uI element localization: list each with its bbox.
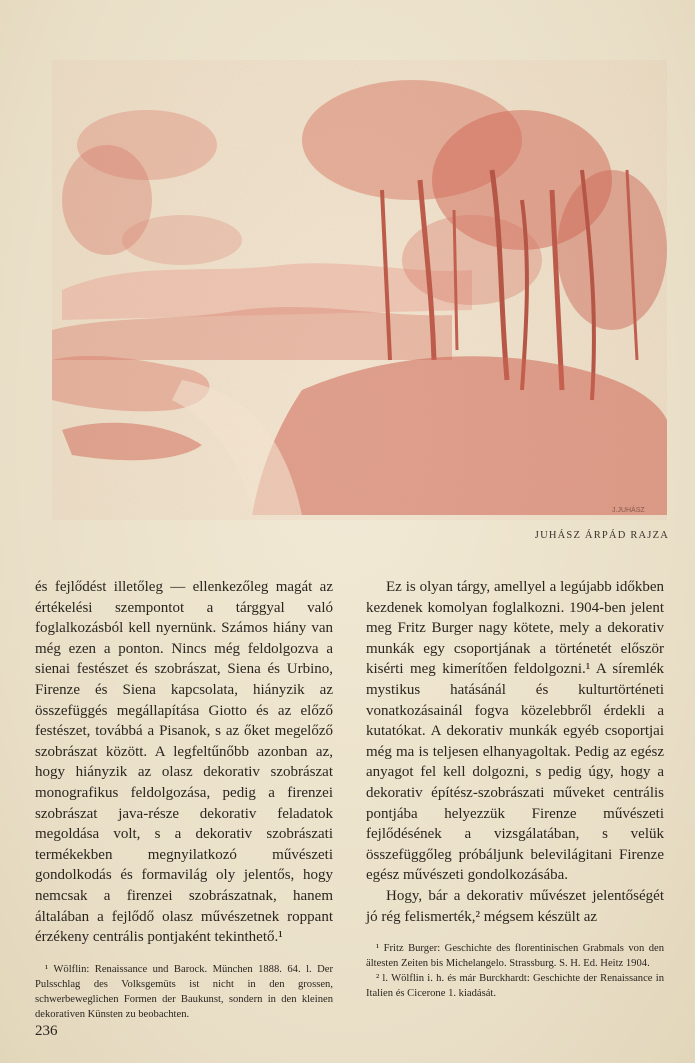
artist-signature: J.JUHÁSZ (612, 507, 645, 514)
left-paragraph: és fejlődést illetőleg — ellenkezőleg magát az értékelési szempontot a tárggyal való foglalkozásból kell nyernünk. Számos hiány van még ezen a ponton. Nincs még feldolgozva a sienai festészet és szobrászat, Siena és Urbino, Firenze és Siena kapcsolata, hiányzik az összefüggés megállapítása Giotto és az előző festészet, továbbá a Pisanok, s az őket megelőző szobrászat között. A legfeltűnőbb azonban az, hogy hiányzik az olasz dekorativ szobrászat monografikus feldolgozása, pedig a firenzei szobrászat java-része dekorativ feladatok megoldása volt, s a dekorativ szobrászati termékekben megnyilatkozó művészeti gondolkodás és formavilág oly jelentős, hogy nemcsak a firenzei szobrászatnak, hanem általában a fejlődő olasz művészetnek roppant érzékeny centrális pontjaként tekinthető.¹ (35, 579, 333, 946)
footnote-burger: ¹ Fritz Burger: Geschichte des florentinischen Grabmals von den ältesten Zeiten bis Michelangelo. Strassburg. S. H. Ed. Heitz 1904. (366, 943, 664, 970)
right-paragraph-2: Hogy, bár a dekorativ művészet jelentőségét jó rég felismerték,² mégsem készült az (366, 887, 664, 925)
left-footnotes (35, 962, 333, 1022)
illustration-caption: JUHÁSZ ÁRPÁD RAJZA (534, 530, 669, 541)
left-column (35, 577, 333, 1022)
footnote-wolflin: ¹ Wölflin: Renaissance und Barock. München 1888. 64. l. Der Pulsschlag des Volksgemüts ist nicht in den grossen, schwerbeweglichen Formen der Baukunst, sondern in den kleinen dekorativen Künsten zu beobachten. (35, 963, 333, 1020)
footnote-burckhardt: ² l. Wölflin i. h. és már Burckhardt: Geschichte der Renaissance in Italien és Cicerone 1. kiadását. (366, 973, 664, 1000)
right-column (366, 577, 664, 1001)
landscape-drawing (52, 60, 667, 520)
page-number: 236 (35, 1023, 58, 1039)
right-footnotes (366, 941, 664, 1001)
right-paragraph-1: Ez is olyan tárgy, amellyel a legújabb időkben kezdenek komolyan foglalkozni. 1904-ben jelent meg Fritz Burger nagy kötete, mely a dekorativ munkák egy csoportjának a történetét először kisérti meg kimerítően feldolgozni.¹ A síremlék mystikus hatásánál és kulturtörténeti vonatkozásainál fogva közelebbről érdekli a kutatókat. A dekorativ munkák egyéb csoportjai még ma is teljesen elhanyagoltak. Pedig az egész anyagot fel kell dolgozni, s pedig úgy, hogy a dekorativ építész-szobrászati műveket centrális pontjába helyezzük Firenze művészeti fejlődésének a vizsgálatában, s velük összefüggőleg próbáljunk belevilágitani Firenze egész művészeti gondolkozásába. (366, 579, 664, 884)
